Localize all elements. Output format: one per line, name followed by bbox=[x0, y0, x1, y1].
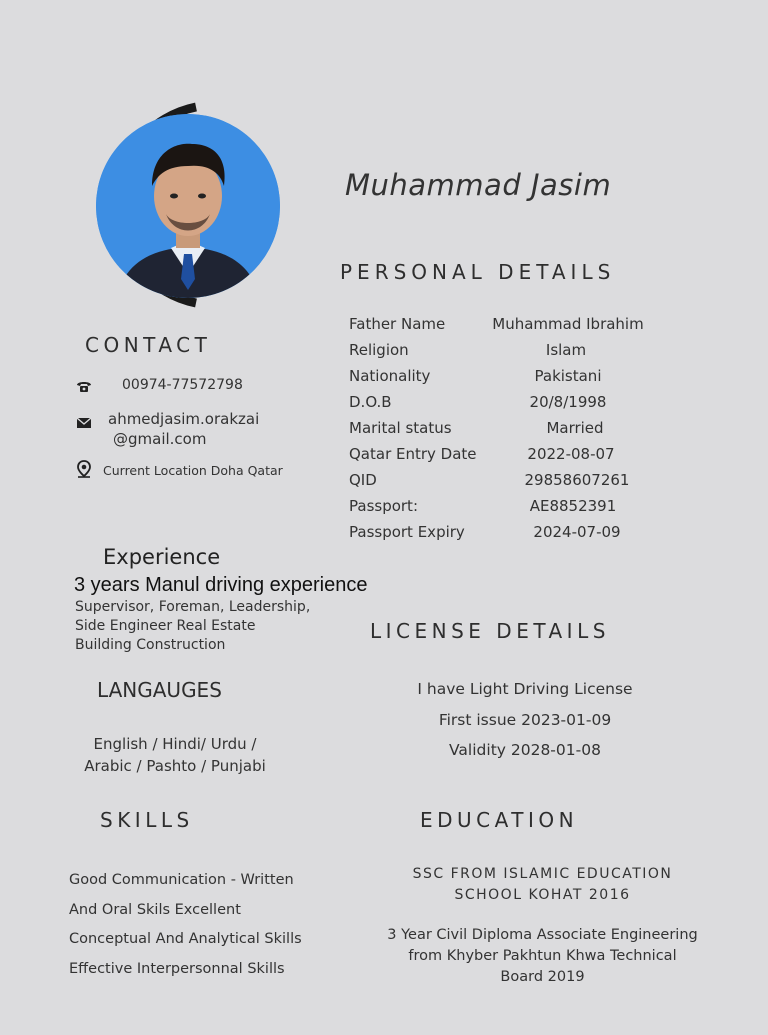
person-avatar-icon bbox=[96, 114, 280, 298]
license-line: First issue 2023-01-09 bbox=[438, 711, 612, 729]
contact-email-line1: ahmedjasim.orakzai bbox=[108, 410, 260, 428]
personal-details-title: PERSONAL DETAILS bbox=[340, 260, 616, 284]
experience-summary: 3 years Manul driving experience bbox=[74, 574, 368, 596]
education-title: EDUCATION bbox=[420, 808, 579, 832]
experience-title: Experience bbox=[103, 545, 221, 569]
license-details-title: LICENSE DETAILS bbox=[370, 619, 610, 643]
pd-label: D.O.B bbox=[349, 393, 392, 411]
skill-item: Conceptual And Analytical Skills bbox=[69, 931, 302, 947]
full-name: Muhammad Jasim bbox=[345, 168, 612, 202]
contact-location: Current Location Doha Qatar bbox=[103, 463, 283, 478]
license-line: I have Light Driving License bbox=[417, 680, 633, 698]
contact-phone: 00974-77572798 bbox=[122, 377, 243, 393]
pd-value: 29858607261 bbox=[524, 471, 630, 489]
pd-value: 20/8/1998 bbox=[529, 393, 607, 411]
pd-label: Passport Expiry bbox=[349, 523, 465, 541]
languages-line1: English / Hindi/ Urdu / bbox=[93, 735, 257, 753]
pd-label: Qatar Entry Date bbox=[349, 445, 477, 463]
pd-value: Married bbox=[546, 419, 604, 437]
pd-label: Religion bbox=[349, 341, 409, 359]
pd-value: Islam bbox=[545, 341, 587, 359]
pd-value: 2022-08-07 bbox=[527, 445, 615, 463]
license-line: Validity 2028-01-08 bbox=[449, 741, 601, 759]
pd-value: Pakistani bbox=[534, 367, 602, 385]
education-diploma-line3: Board 2019 bbox=[500, 969, 585, 985]
education-ssc-line1: SSC FROM ISLAMIC EDUCATION bbox=[412, 866, 673, 882]
skills-title: SKILLS bbox=[100, 808, 194, 832]
profile-photo-frame bbox=[78, 100, 288, 310]
education-diploma-line1: 3 Year Civil Diploma Associate Engineering bbox=[387, 927, 698, 943]
pd-label: Father Name bbox=[349, 315, 446, 333]
contact-title: CONTACT bbox=[85, 333, 212, 357]
profile-photo bbox=[96, 114, 280, 298]
envelope-icon bbox=[74, 413, 94, 433]
languages-line2: Arabic / Pashto / Punjabi bbox=[84, 757, 266, 775]
contact-email-line2: @gmail.com bbox=[113, 430, 207, 448]
phone-icon bbox=[74, 376, 94, 396]
location-pin-icon bbox=[74, 459, 94, 479]
pd-value: Muhammad Ibrahim bbox=[492, 315, 644, 333]
education-diploma-line2: from Khyber Pakhtun Khwa Technical bbox=[408, 948, 677, 964]
experience-line: Building Construction bbox=[75, 637, 226, 653]
pd-label: QID bbox=[349, 471, 377, 489]
pd-value: AE8852391 bbox=[529, 497, 617, 515]
languages-title: LANGAUGES bbox=[97, 678, 222, 702]
pd-label: Passport: bbox=[349, 497, 418, 515]
pd-label: Nationality bbox=[349, 367, 431, 385]
skill-item: Effective Interpersonnal Skills bbox=[69, 961, 285, 977]
skill-item: Good Communication - Written bbox=[69, 872, 294, 888]
pd-label: Marital status bbox=[349, 419, 452, 437]
experience-line: Side Engineer Real Estate bbox=[75, 618, 256, 634]
skill-item: And Oral Skils Excellent bbox=[69, 902, 241, 918]
education-ssc-line2: SCHOOL KOHAT 2016 bbox=[454, 887, 631, 903]
experience-line: Supervisor, Foreman, Leadership, bbox=[75, 599, 311, 615]
pd-value: 2024-07-09 bbox=[533, 523, 621, 541]
